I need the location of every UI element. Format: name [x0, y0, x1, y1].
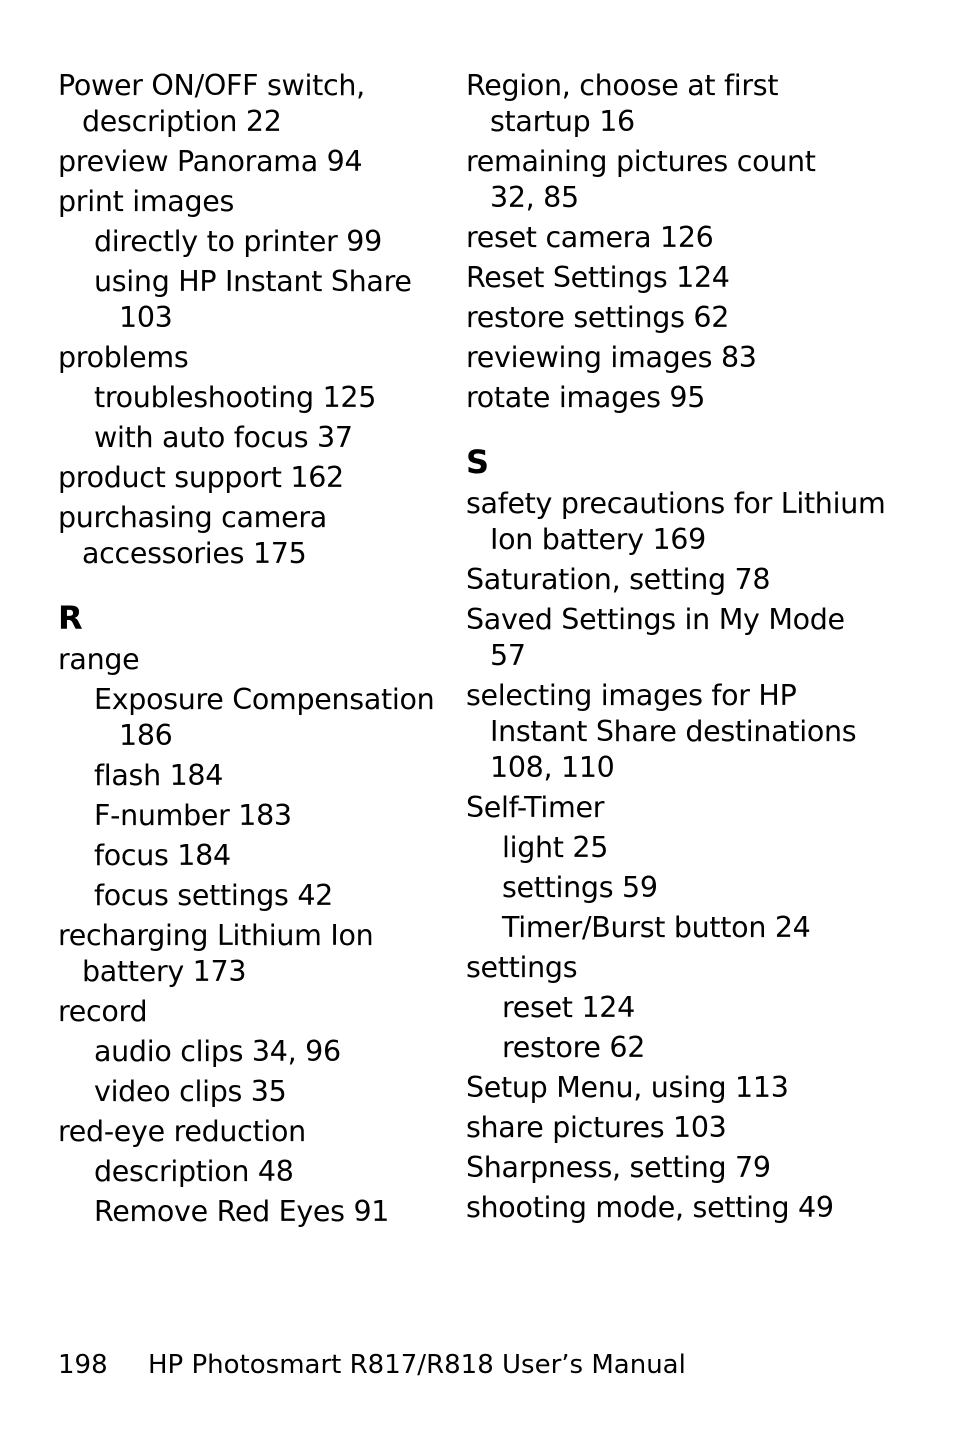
index-entry-text: red-eye reduction [58, 1115, 306, 1148]
index-entry [58, 642, 438, 678]
index-entry-text: focus settings 42 [94, 879, 333, 912]
index-entry-text: F-number 183 [94, 799, 292, 832]
index-entry-text: Reset Settings 124 [466, 261, 730, 294]
index-entry [466, 68, 936, 140]
index-entry [58, 68, 438, 140]
index-entry-text: problems [58, 341, 189, 374]
index-section-letter: R [58, 599, 83, 637]
index-entry-text: description 48 [94, 1155, 294, 1188]
index-entry [466, 1070, 936, 1106]
index-entry-text: directly to printer 99 [94, 225, 382, 258]
index-entry-text: safety precautions for Lithium [466, 487, 886, 520]
index-entry-text: using HP Instant Share [94, 265, 412, 298]
index-entry-text: Timer/Burst button 24 [502, 911, 811, 944]
index-entry-text: with auto focus 37 [94, 421, 353, 454]
index-entry-text: Ion battery 169 [490, 523, 706, 556]
index-entry-text: reset 124 [502, 991, 635, 1024]
index-subentry [58, 1154, 438, 1190]
index-entry-text: recharging Lithium Ion [58, 919, 374, 952]
index-entry-text: record [58, 995, 148, 1028]
index-entry [466, 1150, 936, 1186]
index-entry-text: Region, choose at first [466, 69, 779, 102]
index-subentry [466, 910, 936, 946]
manual-title: HP Photosmart R817/R818 User’s Manual [148, 1350, 686, 1380]
index-entry-text: 57 [490, 639, 526, 672]
index-entry-text: shooting mode, setting 49 [466, 1191, 834, 1224]
index-entry-text: Remove Red Eyes 91 [94, 1195, 390, 1228]
index-entry-text: light 25 [502, 831, 609, 864]
index-subentry [466, 870, 936, 906]
index-subentry [58, 1194, 438, 1230]
index-entry [466, 300, 936, 336]
index-subentry [58, 1034, 438, 1070]
index-subentry [58, 798, 438, 834]
index-entry-text: Power ON/OFF switch, [58, 69, 365, 102]
index-entry-text: Saturation, setting 78 [466, 563, 771, 596]
index-column-left [58, 68, 438, 1234]
index-subentry [58, 838, 438, 874]
index-entry-text: focus 184 [94, 839, 231, 872]
index-entry-text: 103 [119, 301, 173, 334]
index-section-letter: S [466, 443, 490, 481]
index-entry-text: troubleshooting 125 [94, 381, 377, 414]
index-subentry [58, 682, 438, 754]
index-entry [466, 678, 936, 786]
index-entry-text: 108, 110 [490, 751, 615, 784]
page-number: 198 [58, 1350, 108, 1380]
index-entry-text: Self-Timer [466, 791, 605, 824]
page-footer [58, 1350, 686, 1380]
index-entry [58, 500, 438, 572]
index-entry-text: restore 62 [502, 1031, 646, 1064]
index-entry-text: battery 173 [82, 955, 247, 988]
index-entry [58, 340, 438, 376]
index-entry-text: range [58, 643, 140, 676]
index-entry-text: startup 16 [490, 105, 635, 138]
index-entry-text: print images [58, 185, 235, 218]
index-entry-text: product support 162 [58, 461, 344, 494]
index-subentry [58, 420, 438, 456]
index-entry-text: restore settings 62 [466, 301, 730, 334]
index-entry-text: Setup Menu, using 113 [466, 1071, 789, 1104]
index-entry-text: settings [466, 951, 578, 984]
index-entry [466, 950, 936, 986]
index-entry [58, 1114, 438, 1150]
index-subentry [466, 830, 936, 866]
index-subentry [58, 380, 438, 416]
index-column-right [466, 68, 936, 1230]
index-entry-text: Saved Settings in My Mode [466, 603, 845, 636]
index-entry [466, 562, 936, 598]
index-entry-text: purchasing camera [58, 501, 327, 534]
index-entry-text: description 22 [82, 105, 282, 138]
index-entry-text: share pictures 103 [466, 1111, 727, 1144]
index-entry [58, 918, 438, 990]
index-entry-text: preview Panorama 94 [58, 145, 363, 178]
index-entry [466, 486, 936, 558]
index-entry [466, 340, 936, 376]
index-entry-text: audio clips 34, 96 [94, 1035, 341, 1068]
index-subentry [58, 758, 438, 794]
index-subentry [58, 224, 438, 260]
index-entry-text: 186 [119, 719, 173, 752]
index-entry [466, 380, 936, 416]
index-subentry [58, 1074, 438, 1110]
index-entry-text: selecting images for HP [466, 679, 797, 712]
index-entry [466, 1190, 936, 1226]
index-entry-text: Sharpness, setting 79 [466, 1151, 771, 1184]
index-entry [466, 602, 936, 674]
index-entry-text: video clips 35 [94, 1075, 287, 1108]
index-entry [58, 460, 438, 496]
index-entry [58, 994, 438, 1030]
index-entry-text: reset camera 126 [466, 221, 714, 254]
index-entry-text: remaining pictures count [466, 145, 816, 178]
index-subentry [58, 878, 438, 914]
index-entry [466, 144, 936, 216]
index-entry [466, 790, 936, 826]
index-entry-text: Instant Share destinations [490, 715, 857, 748]
index-entry-text: 32, 85 [490, 181, 579, 214]
index-subentry [466, 1030, 936, 1066]
index-entry-text: Exposure Compensation [94, 683, 435, 716]
index-entry [58, 184, 438, 220]
index-entry [466, 1110, 936, 1146]
index-entry [58, 144, 438, 180]
index-entry-text: flash 184 [94, 759, 224, 792]
index-entry-text: accessories 175 [82, 537, 307, 570]
index-entry-text: rotate images 95 [466, 381, 706, 414]
index-subentry [466, 990, 936, 1026]
index-entry [466, 220, 936, 256]
index-entry-text: reviewing images 83 [466, 341, 757, 374]
index-entry-text: settings 59 [502, 871, 658, 904]
index-subentry [58, 264, 438, 336]
index-entry [466, 260, 936, 296]
